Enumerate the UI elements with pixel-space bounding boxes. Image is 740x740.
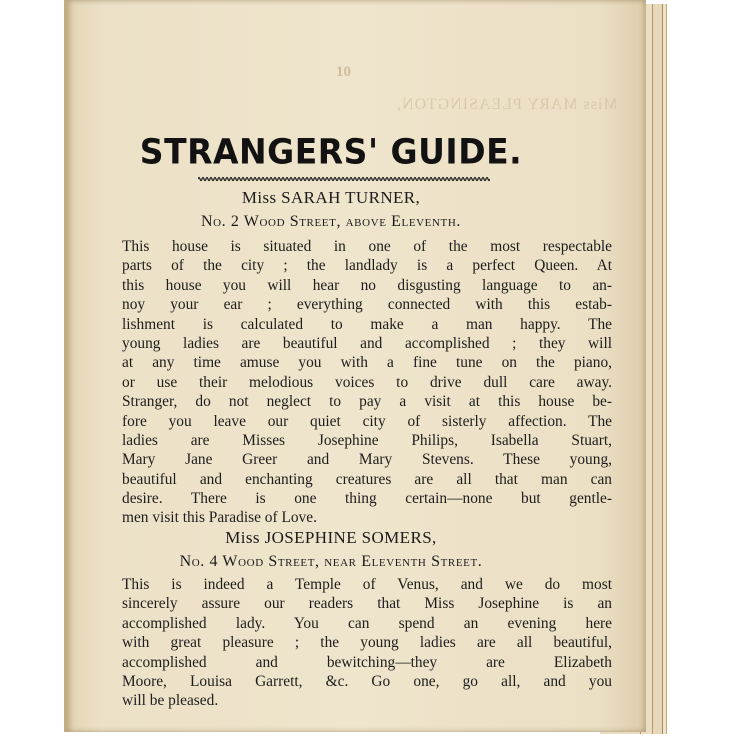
- guide-title: STRANGERS' GUIDE.: [139, 131, 523, 172]
- body-line: desire. There is one thing certain—none but gentle-: [122, 490, 612, 508]
- body-line: accomplished lady. You can spend an evening here: [122, 614, 612, 632]
- body-line: men visit this Paradise of Love.: [122, 509, 317, 527]
- body-line: with great pleasure ; the young ladies are all beautiful,: [122, 634, 612, 652]
- body-line: Moore, Louisa Garrett, &c. Go one, go all, and you: [122, 672, 612, 690]
- entry-body: [122, 575, 612, 711]
- body-line: This is indeed a Temple of Venus, and we do most: [122, 576, 612, 593]
- entry-name: Miss JOSEPHINE SOMERS,: [225, 528, 437, 547]
- entry-name: Miss SARAH TURNER,: [241, 188, 421, 207]
- book-page: [64, 0, 646, 732]
- body-line: at any time amuse you with a fine tune on the piano,: [122, 354, 612, 372]
- body-line: beautiful and enchanting creatures are all that man can: [122, 470, 612, 488]
- body-line: ladies are Misses Josephine Philips, Isabella Stuart,: [122, 431, 612, 449]
- body-line: This house is situated in one of the most respectable: [122, 238, 612, 255]
- body-line: lishment is calculated to make a man happy. The: [122, 315, 612, 333]
- bleed-through-text: Miss MARY PLEASINGTON,: [396, 96, 618, 113]
- body-line: will be pleased.: [122, 692, 219, 710]
- body-line: parts of the city ; the landlady is a perfect Queen. At: [122, 257, 612, 275]
- decorative-wavy-rule: [198, 176, 490, 182]
- body-line: Stranger, do not neglect to pay a visit at this house be-: [122, 393, 612, 411]
- body-line: Mary Jane Greer and Mary Stevens. These young,: [122, 451, 612, 469]
- body-line: or use their melodious voices to drive dull care away.: [122, 373, 612, 391]
- body-line: young ladies are beautiful and accomplished ; they will: [122, 334, 612, 352]
- page-number: 10: [336, 64, 351, 80]
- body-line: sincerely assure our readers that Miss Josephine is an: [122, 595, 612, 613]
- body-line: accomplished and bewitching—they are Elizabeth: [122, 653, 612, 671]
- body-line: fore you leave our quiet city of sisterly affection. The: [122, 412, 612, 430]
- entry-address: No. 2 Wood Street, above Eleventh.: [200, 213, 462, 230]
- body-line: noy your ear ; everything connected with this estab-: [122, 296, 612, 314]
- body-line: this house you will hear no disgusting language to an-: [122, 276, 612, 294]
- entry-address: No. 4 Wood Street, near Eleventh Street.: [179, 553, 483, 570]
- entry-body: [122, 237, 612, 528]
